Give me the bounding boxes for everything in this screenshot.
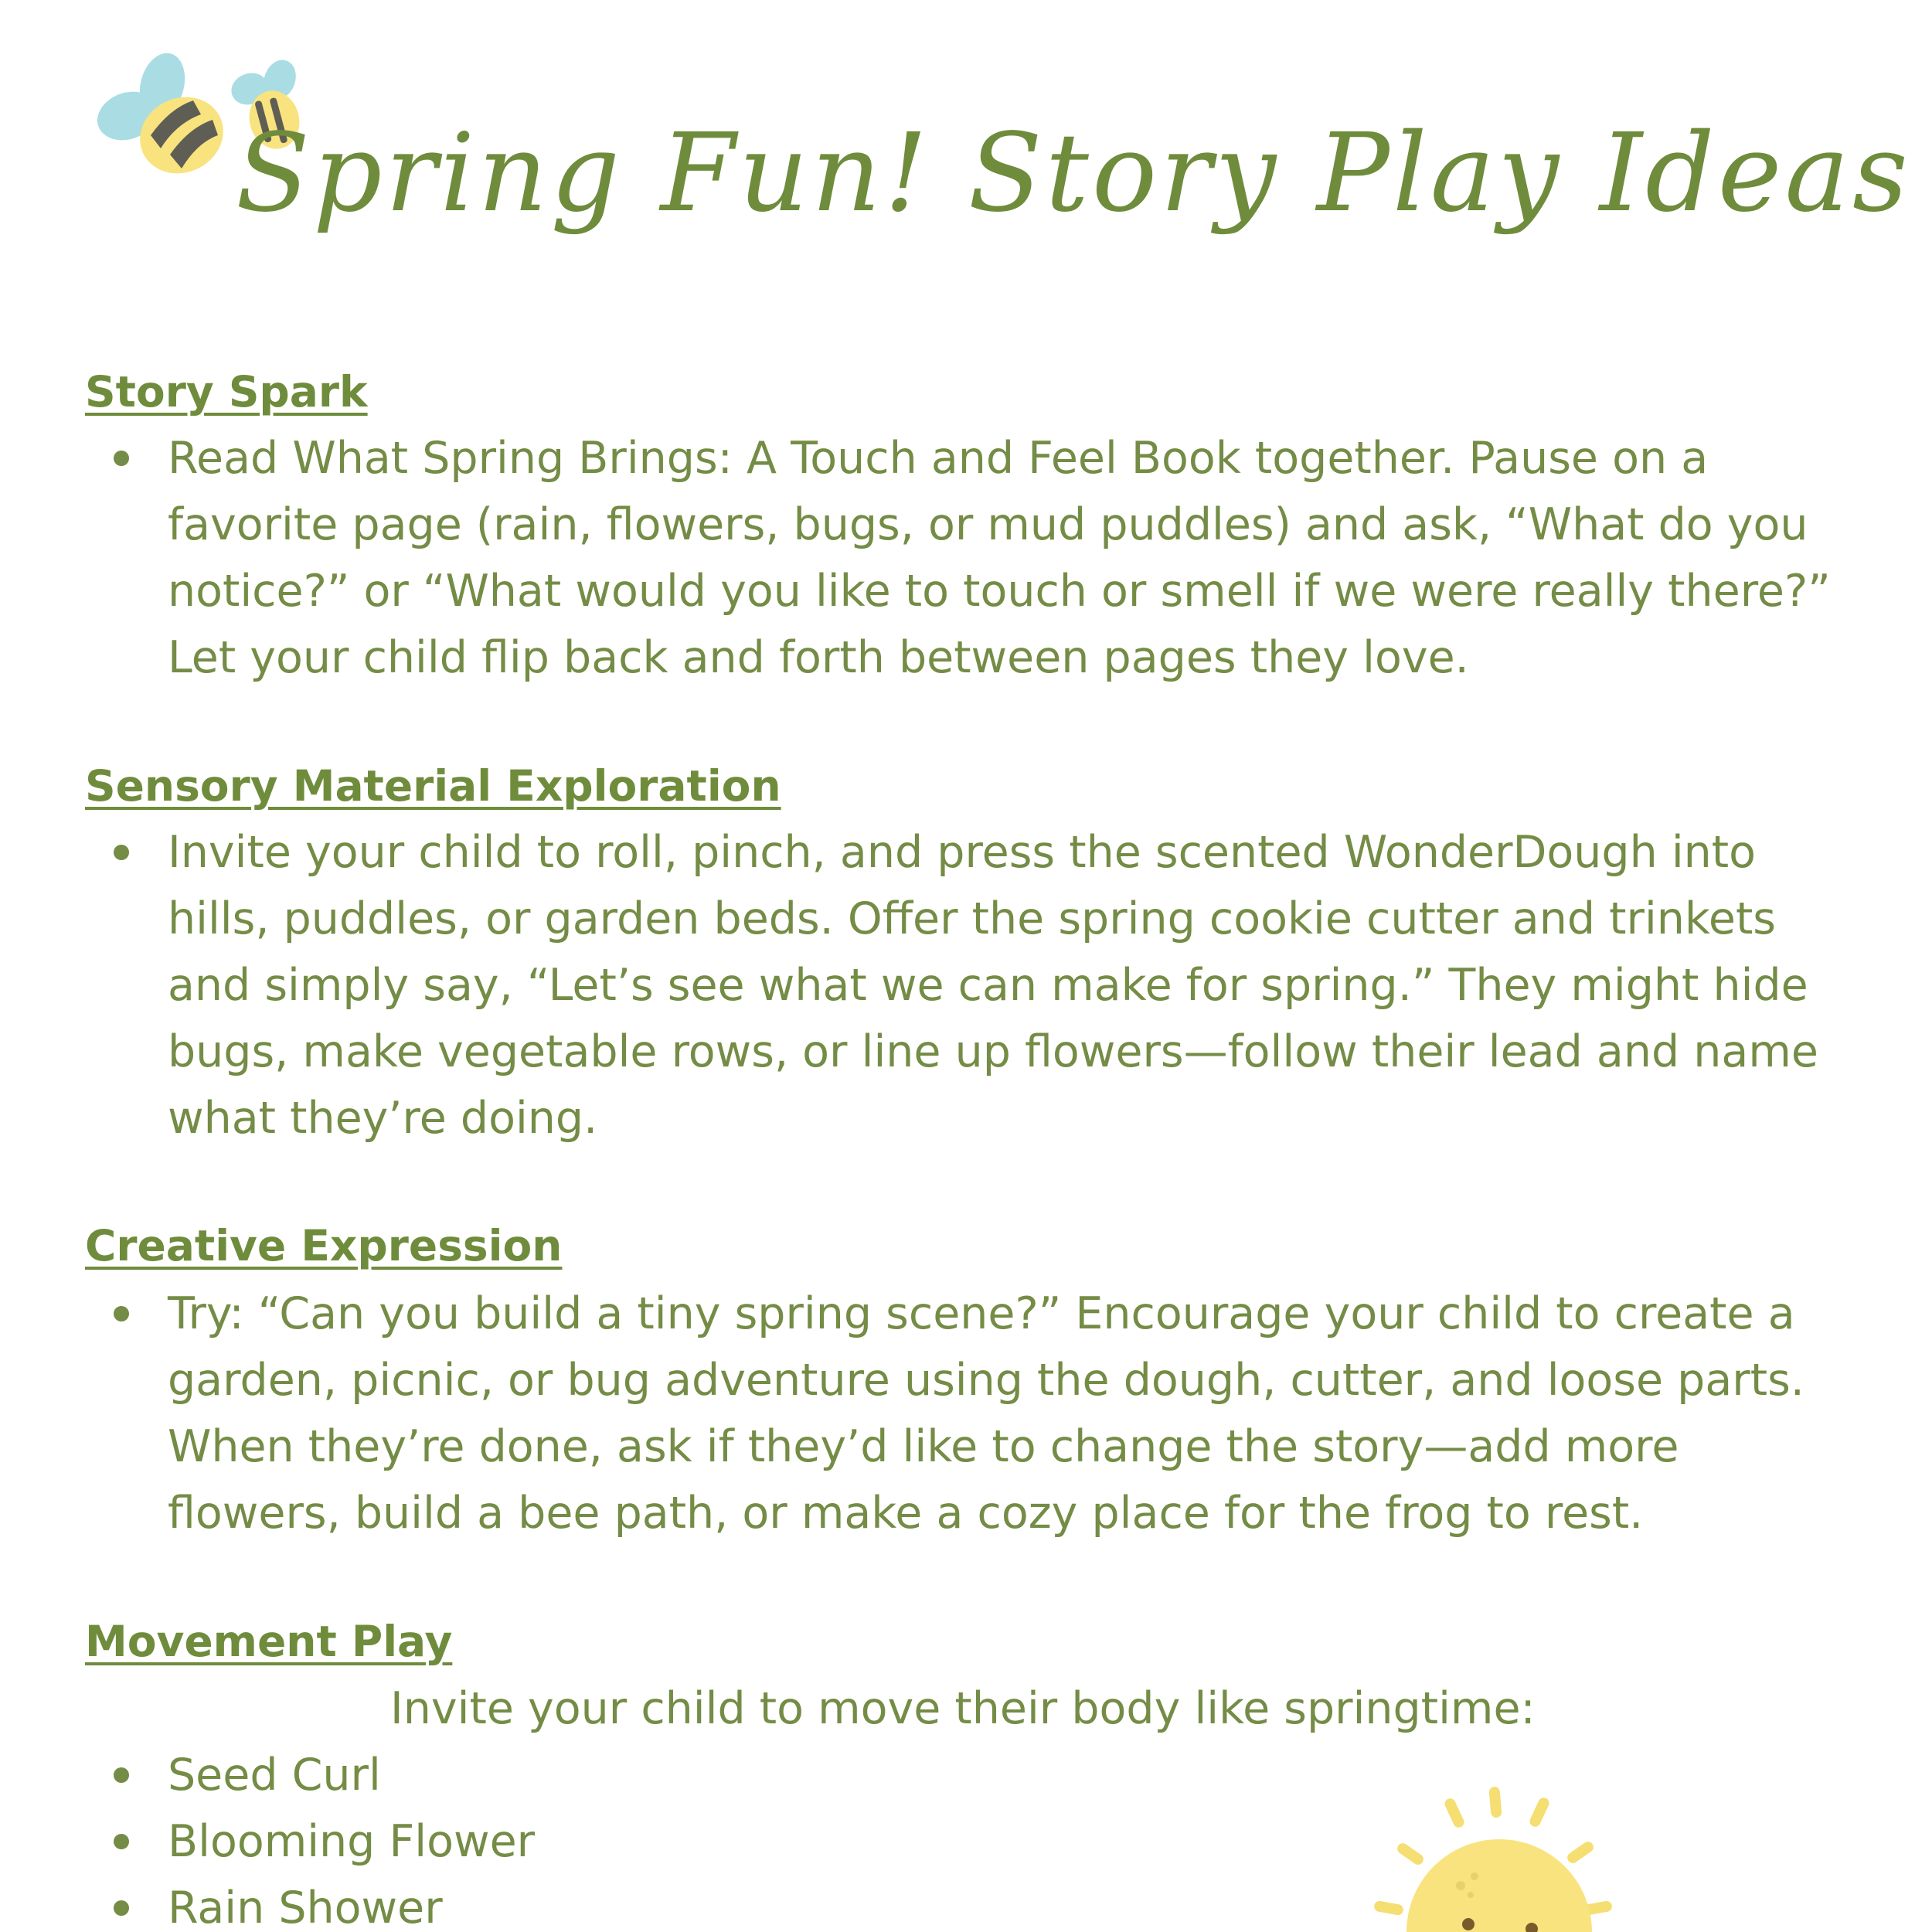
section-heading-sensory-material-exploration: Sensory Material Exploration bbox=[85, 761, 781, 811]
section-heading-creative-expression: Creative Expression bbox=[85, 1221, 563, 1270]
page-title: Spring Fun! Story Play Ideas bbox=[236, 111, 1911, 236]
bullet-icon bbox=[114, 1306, 129, 1321]
bullet-icon bbox=[114, 1767, 129, 1783]
bee-icon bbox=[90, 48, 236, 185]
creative-text: Try: “Can you build a tiny spring scene?” Encourage your child to create a garden, picnic, or bug adventure using the dough, cutter, and loose parts. When they’re done, ask if they’d like to change the story—add more flowers, build a bee path, or make a cozy place for the frog to rest. bbox=[168, 1288, 1804, 1539]
section-heading-story-spark: Story Spark bbox=[85, 367, 368, 417]
story-spark-text: Read What Spring Brings: A Touch and Feel Book together. Pause on a favorite page (rain, flowers, bugs, or mud puddles) and ask, “What do you notice?” or “What would you like to touch or smell if we were really there?” Let your child flip back and forth between pages they love. bbox=[168, 433, 1831, 683]
bullet-icon bbox=[114, 451, 129, 466]
bullet-icon bbox=[114, 1900, 129, 1916]
movement-intro: Invite your child to move their body like springtime: bbox=[390, 1683, 1536, 1734]
movement-item-rain-shower: Rain Shower bbox=[168, 1883, 443, 1932]
bullet-icon bbox=[114, 845, 129, 860]
sun-icon bbox=[1360, 1777, 1638, 1932]
section-heading-movement-play: Movement Play bbox=[85, 1617, 453, 1666]
movement-item-seed-curl: Seed Curl bbox=[168, 1750, 381, 1801]
movement-item-blooming-flower: Blooming Flower bbox=[168, 1816, 536, 1867]
sensory-text: Invite your child to roll, pinch, and press the scented WonderDough into hills, puddles, or garden beds. Offer the spring cookie cutter and trinkets and simply say, “Let’s see what we can make for spring.” They might hide bugs, make vegetable rows, or line up flowers—follow their lead and name what they’re doing. bbox=[168, 827, 1818, 1144]
bullet-icon bbox=[114, 1834, 129, 1849]
